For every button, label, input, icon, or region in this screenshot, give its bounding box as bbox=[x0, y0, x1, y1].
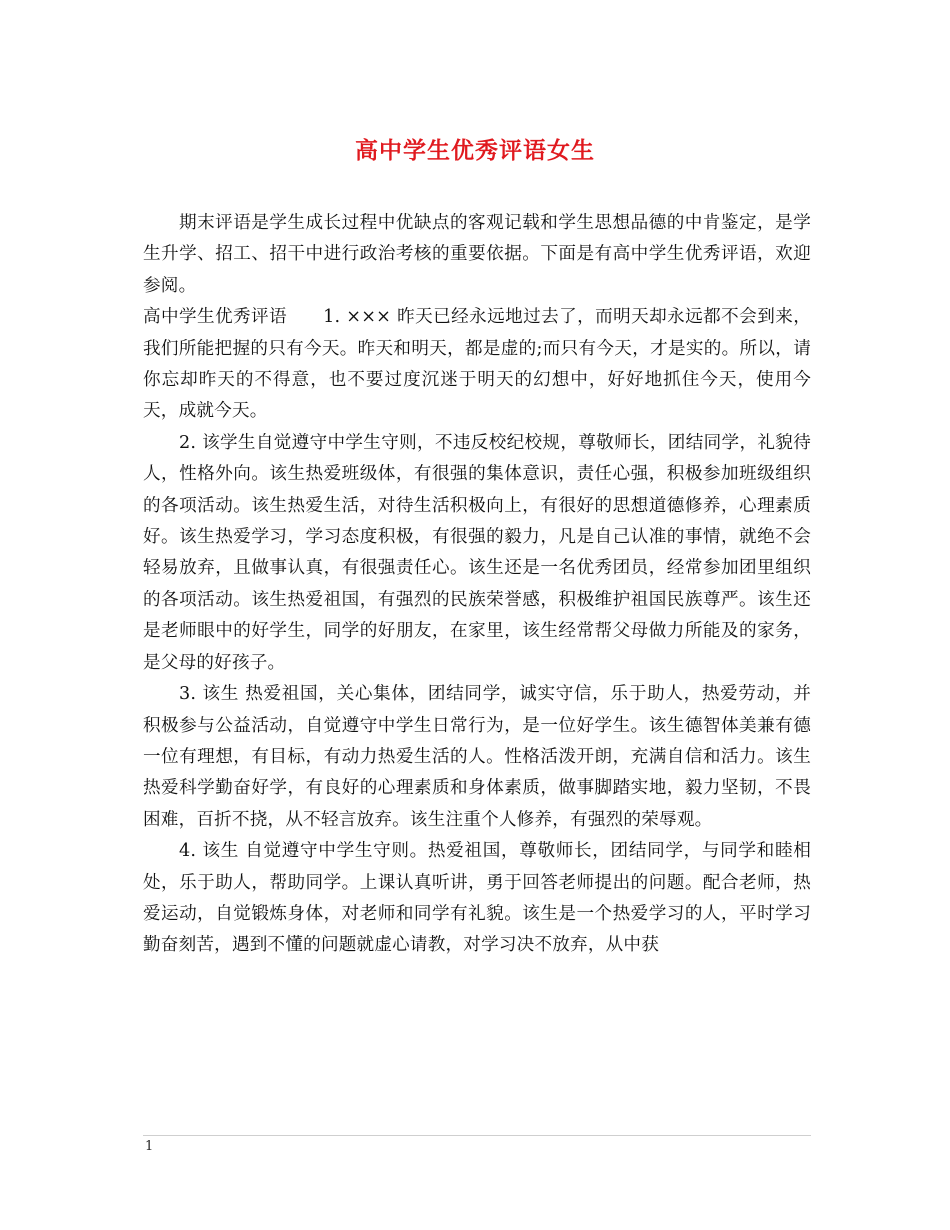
intro-paragraph: 期末评语是学生成长过程中优缺点的客观记载和学生思想品德的中肯鉴定，是学生升学、招工、招干中进行政治考核的重要依据。下面是有高中学生优秀评语，欢迎参阅。 bbox=[143, 213, 811, 296]
document-body bbox=[143, 208, 811, 962]
document-title: 高中学生优秀评语女生 bbox=[355, 137, 595, 164]
item-2-paragraph: 2. 该学生自觉遵守中学生守则，不违反校纪校规，尊敬师长，团结同学，礼貌待人，性格外向。该生热爱班级体，有很强的集体意识，责任心强，积极参加班级组织的各项活动。该生热爱生活，对待生活积极向上，有很好的思想道德修养，心理素质好。该生热爱学习，学习态度积极，有很强的毅力，凡是自己认准的事情，就绝不会轻易放弃，且做事认真，有很强责任心。该生还是一名优秀团员，经常参加团里组织的各项活动。该生热爱祖国，有强烈的民族荣誉感，积极维护祖国民族尊严。该生还是老师眼中的好学生，同学的好朋友，在家里，该生经常帮父母做力所能及的家务，是父母的好孩子。 bbox=[143, 432, 811, 673]
page-number: 1 bbox=[145, 1139, 154, 1154]
first-item-paragraph bbox=[143, 302, 811, 428]
footer-divider bbox=[143, 1135, 811, 1136]
item-4-paragraph: 4. 该生 自觉遵守中学生守则。热爱祖国，尊敬师长，团结同学，与同学和睦相处，乐于助人，帮助同学。上课认真听讲，勇于回答老师提出的问题。配合老师，热爱运动，自觉锻炼身体，对老师和同学有礼貌。该生是一个热爱学习的人，平时学习勤奋刻苦，遇到不懂的问题就虚心请教，对学习决不放弃，从中获 bbox=[143, 841, 811, 956]
item-3-paragraph: 3. 该生 热爱祖国，关心集体，团结同学，诚实守信，乐于助人，热爱劳动，并积极参与公益活动，自觉遵守中学生日常行为，是一位好学生。该生德智体美兼有德一位有理想，有目标，有动力热爱生活的人。性格活泼开朗，充满自信和活力。该生热爱科学勤奋好学，有良好的心理素质和身体素质，做事脚踏实地，毅力坚韧，不畏困难，百折不挠，从不轻言放弃。该生注重个人修养，有强烈的荣辱观。 bbox=[143, 684, 811, 830]
item-1-text: 1. ××× 昨天已经永远地过去了，而明天却永远都不会到来，我们所能把握的只有今天。昨天和明天，都是虚的;而只有今天，才是实的。所以，请你忘却昨天的不得意，也不要过度沉迷于明天的幻想中，好好地抓住今天，使用今天，成就今天。 bbox=[143, 307, 811, 422]
section-heading: 高中学生优秀评语 bbox=[143, 307, 288, 328]
